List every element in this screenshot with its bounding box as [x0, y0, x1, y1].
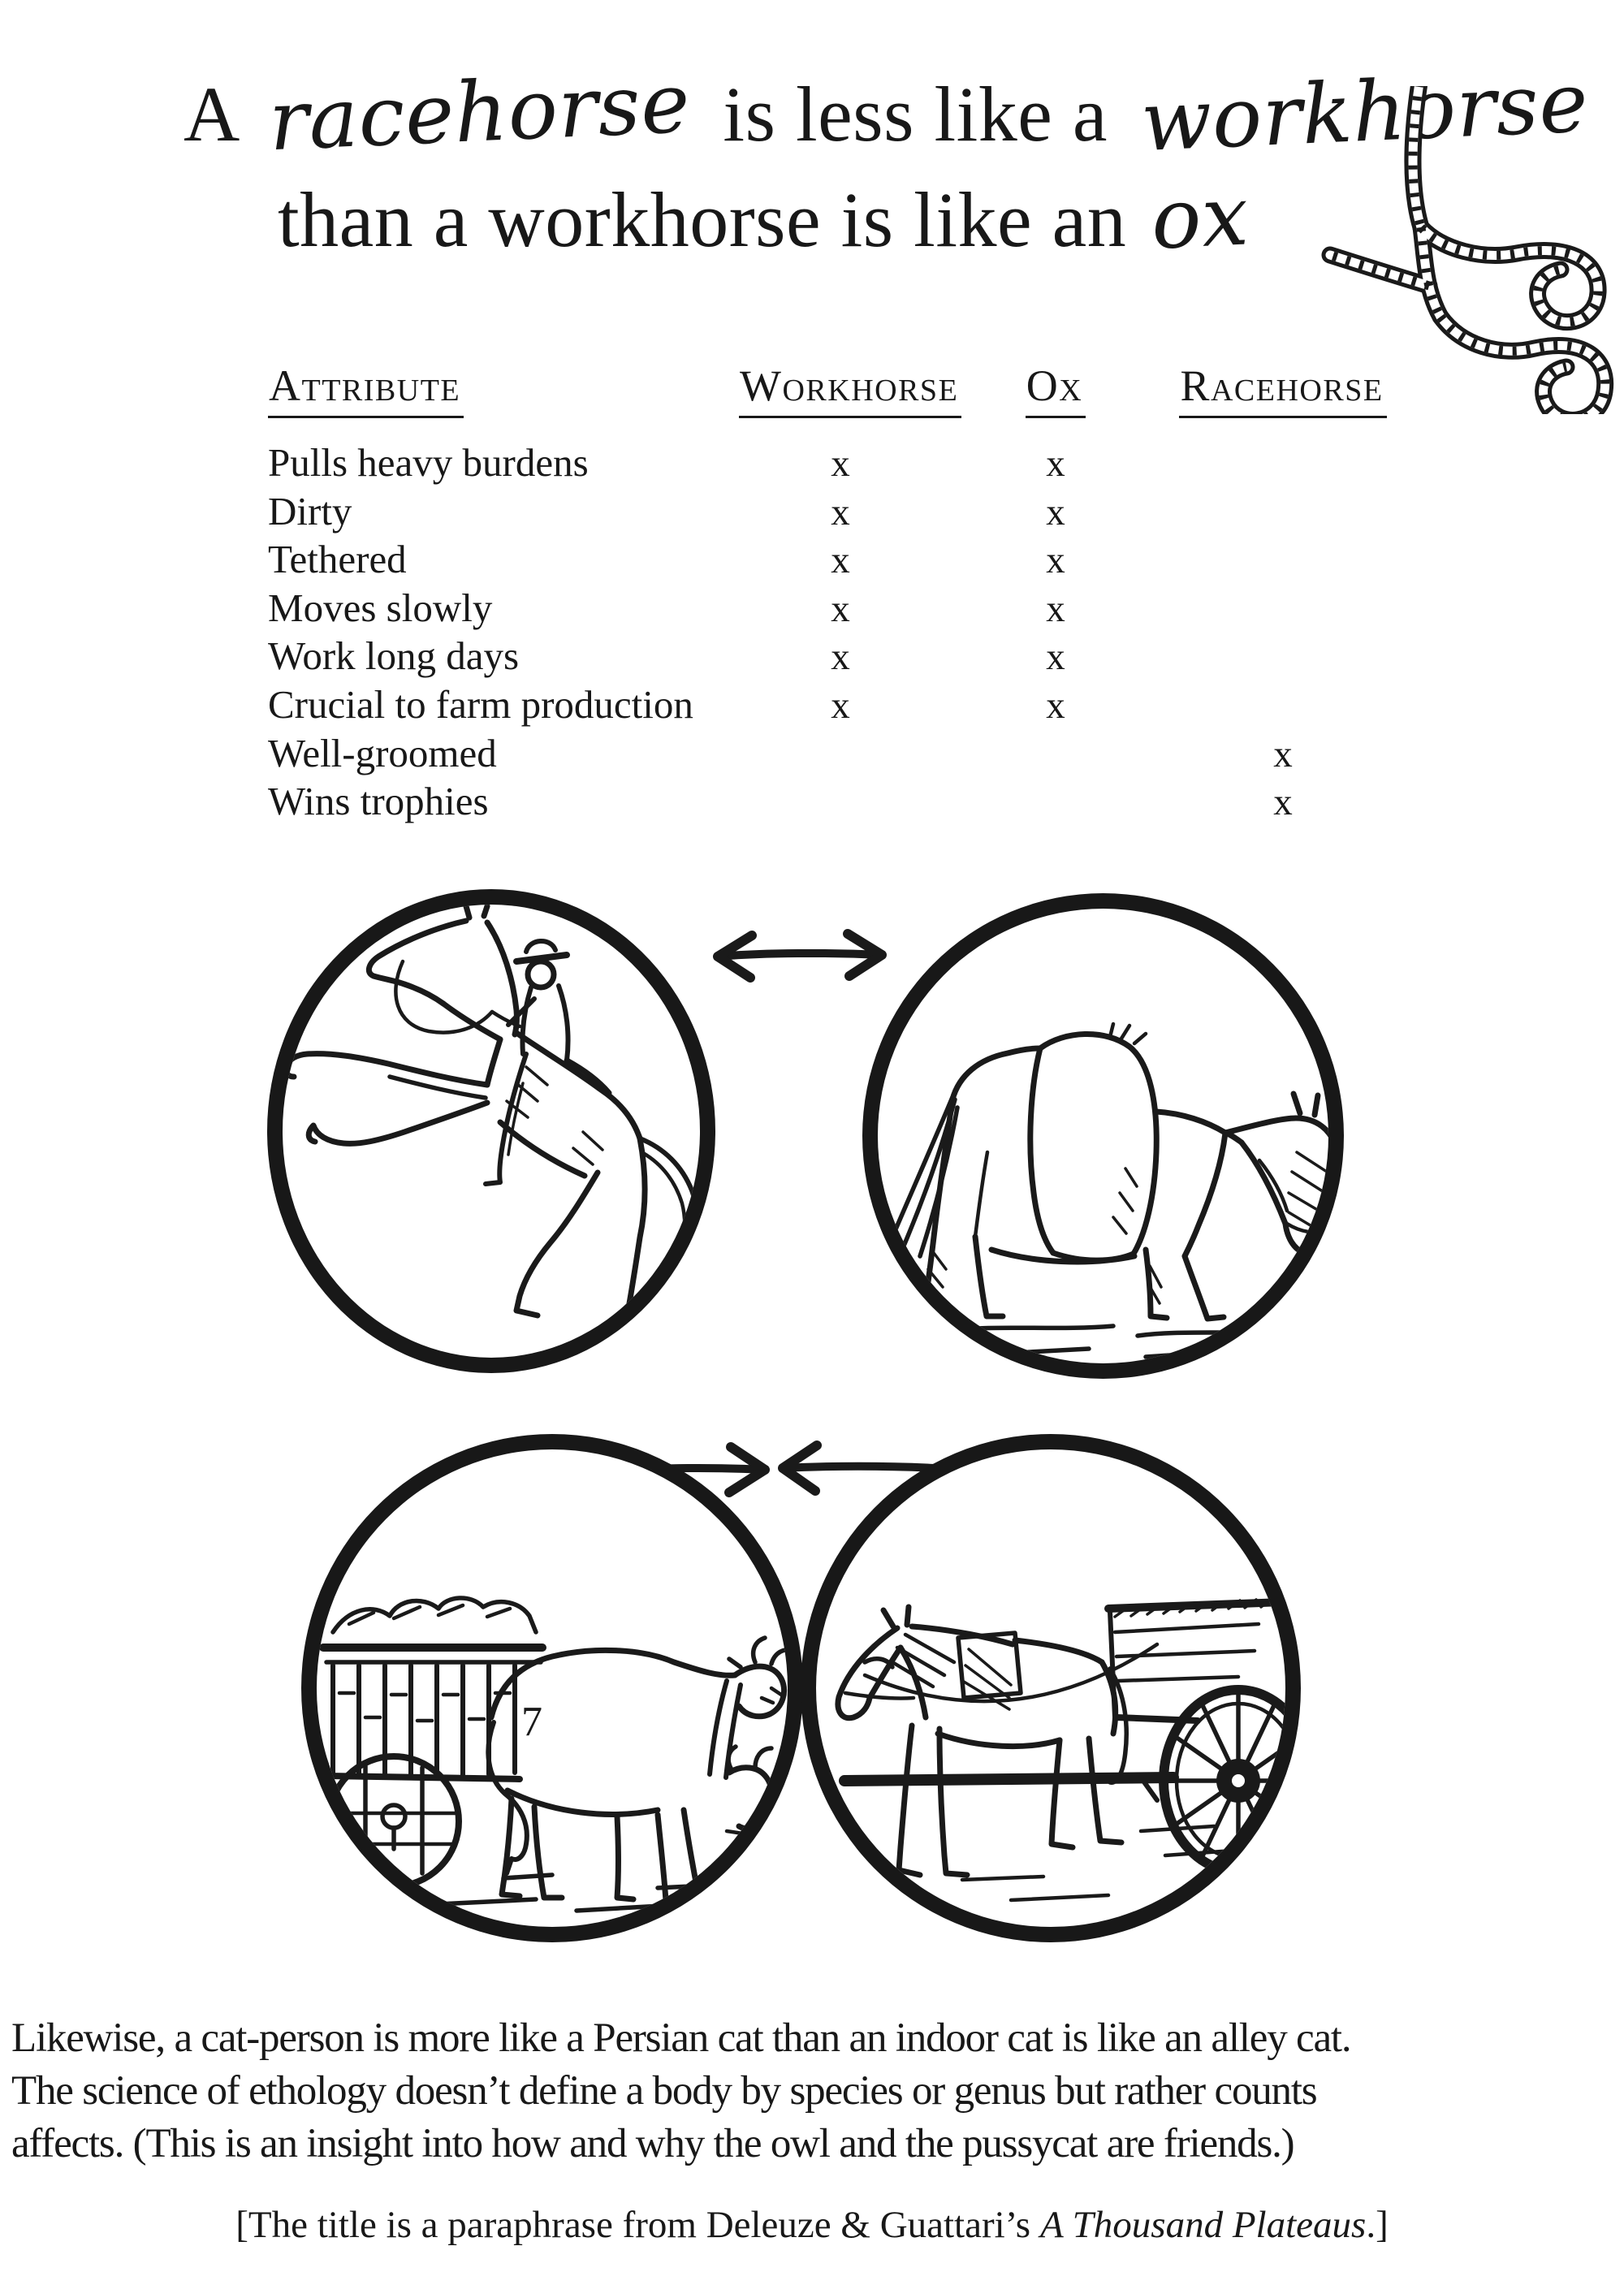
double-headed-arrow-icon [708, 926, 892, 984]
attribute-label: Crucial to farm production [268, 681, 693, 727]
ox-mark: x [1046, 636, 1065, 679]
attribute-table [268, 361, 1405, 827]
table-row [268, 439, 1405, 488]
racehorse-rider-illustration [283, 905, 700, 1358]
workhorse-mark: x [831, 684, 850, 727]
header-ox: Ox [942, 361, 1169, 418]
ox-brand-number: 7 [521, 1699, 542, 1745]
workhorse-figure [862, 893, 1344, 1379]
racehorse-mark: x [1273, 732, 1293, 775]
header-racehorse: Racehorse [1169, 361, 1397, 418]
ox-mark: x [1046, 539, 1065, 582]
oxen-hay-cart-figure [301, 1434, 803, 1942]
oxen-cart-illustration [317, 1449, 788, 1927]
table-row [268, 488, 1405, 537]
ox-mark: x [1046, 587, 1065, 630]
ox-mark: x [1046, 490, 1065, 533]
table-row [268, 681, 1405, 730]
title-word: A [184, 71, 236, 158]
table-row [268, 536, 1405, 585]
ox-mark: x [1046, 684, 1065, 727]
table-row [268, 778, 1405, 827]
workhorse-mark: x [831, 636, 850, 679]
paragraph-line: Likewise, a cat-person is more like a Persian cat than an indoor cat is like an alley cat. [11, 2015, 1351, 2061]
attribute-label: Dirty [268, 488, 352, 533]
horse-cart-figure [801, 1434, 1301, 1942]
racehorse-with-rider-figure [267, 889, 715, 1373]
ox-mark: x [1046, 443, 1065, 485]
title-script-ox: ox [1149, 167, 1250, 268]
footnote [0, 2203, 1624, 2247]
attribute-label: Wins trophies [268, 779, 489, 824]
table-header-row [268, 361, 1405, 418]
attribute-label: Well-groomed [268, 730, 497, 775]
attribute-label: Moves slowly [268, 585, 493, 630]
title-script-workhorse: workhorse [1138, 54, 1590, 170]
title-script-racehorse: racehorse [266, 54, 693, 170]
workhorse-mark: x [831, 490, 850, 533]
workhorse-illustration [878, 909, 1328, 1363]
racehorse-mark: x [1273, 781, 1293, 824]
title-word: than a workhorse is like an [278, 176, 1127, 263]
workhorse-mark: x [831, 443, 850, 485]
page-title-line2 [278, 167, 1253, 268]
table-row [268, 633, 1405, 681]
footnote-text: .] [1366, 2204, 1389, 2246]
attribute-label: Pulls heavy burdens [268, 440, 589, 485]
footnote-book-title: A Thousand Plateaus [1040, 2204, 1367, 2246]
attribute-label: Tethered [268, 537, 407, 582]
workhorse-mark: x [831, 539, 850, 582]
workhorse-mark: x [831, 587, 850, 630]
horse-cart-illustration [816, 1449, 1285, 1927]
closing-paragraph [11, 2012, 1350, 2170]
attribute-label: Work long days [268, 633, 520, 679]
paragraph-line: The science of ethology doesn’t define a body by species or genus but rather counts [11, 2068, 1317, 2114]
header-workhorse: Workhorse [739, 361, 942, 418]
paragraph-line: affects. (This is an insight into how and why the owl and the pussycat are friends.) [11, 2121, 1294, 2166]
table-row [268, 730, 1405, 779]
header-attribute: Attribute [268, 361, 739, 418]
footnote-text: [The title is a paraphrase from Deleuze & Guattari’s [235, 2204, 1031, 2246]
title-word: is less like a [723, 71, 1108, 158]
table-row [268, 585, 1405, 633]
